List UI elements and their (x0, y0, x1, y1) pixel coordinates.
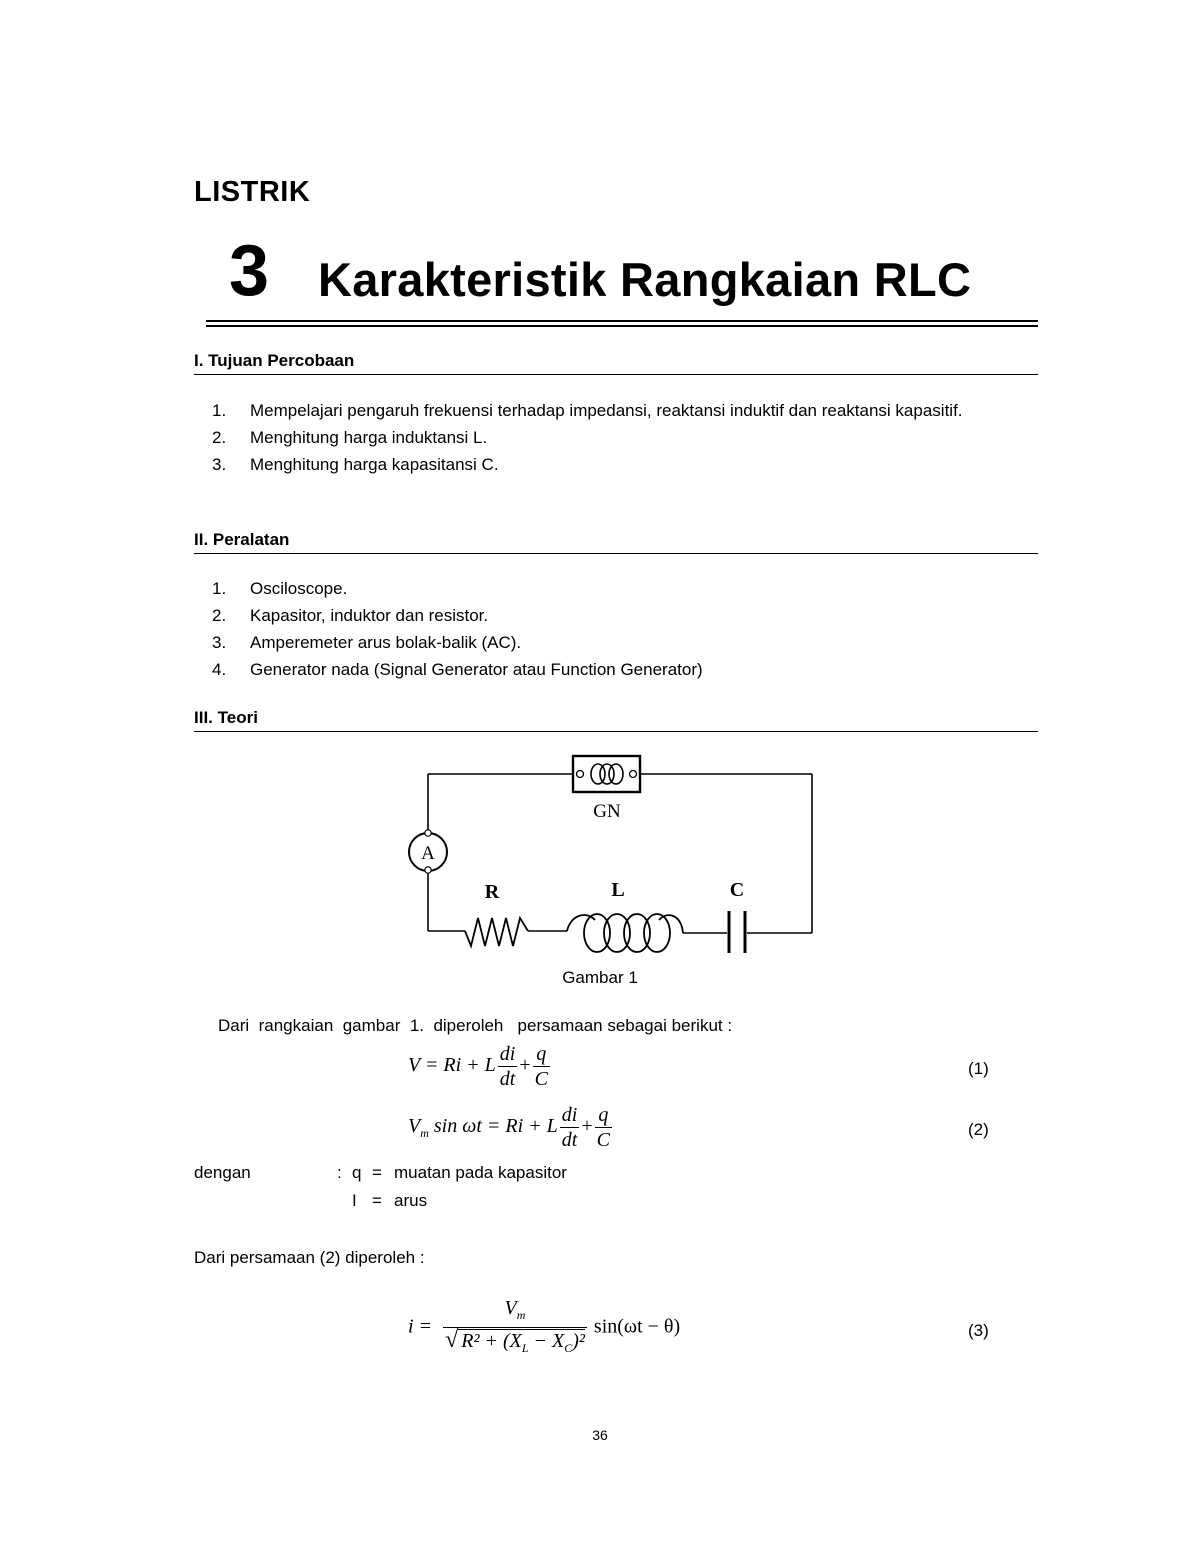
eq1-frac2-den: C (534, 1068, 548, 1090)
list-item (212, 575, 1034, 602)
eq3-den-sub-l: L (521, 1341, 529, 1355)
list-item-number: 3. (212, 633, 227, 652)
eq3-fraction (443, 1296, 587, 1360)
resistor-icon (465, 918, 528, 946)
list-item (212, 424, 1034, 451)
list-item-text: Mempelajari pengaruh frekuensi terhadap impedansi, reaktansi induktif dan reaktansi kapasitif. (250, 401, 963, 420)
eq3-den-minus: − X (528, 1330, 565, 1352)
definition-equals: = (372, 1163, 382, 1182)
eq2-v-sub: m (420, 1126, 429, 1141)
eq2-mid: sin ωt = Ri + L (433, 1115, 558, 1138)
list-item-text: Amperemeter arus bolak-balik (AC). (250, 633, 522, 652)
list-item (212, 451, 1034, 478)
rlc-circuit-diagram (395, 748, 825, 960)
peralatan-list (212, 575, 1034, 683)
title-rule-top (206, 320, 1038, 322)
list-item-text: Generator nada (Signal Generator atau Function Generator) (250, 660, 703, 679)
definition-equals: = (372, 1191, 382, 1210)
eq1-fraction-q-c (533, 1042, 550, 1091)
eq2-frac2-num: q (598, 1104, 609, 1126)
sqrt-symbol-icon: √ (445, 1327, 459, 1353)
eq3-radicand (458, 1329, 585, 1355)
signal-generator-icon (573, 756, 640, 792)
list-item-number: 2. (212, 428, 227, 447)
list-item-text: Menghitung harga kapasitansi C. (250, 455, 499, 474)
from-eq2-paragraph: Dari persamaan (2) diperoleh : (194, 1248, 425, 1267)
eq1-fraction-di-dt (498, 1042, 518, 1091)
section-heading-teori: III. Teori (194, 708, 258, 727)
definition-meaning: arus (394, 1191, 428, 1210)
list-item-text: Menghitung harga induktansi L. (250, 428, 488, 447)
resistor-label: R (484, 881, 500, 903)
eq1-lhs: V = Ri + L (408, 1054, 496, 1077)
chapter-title: Karakteristik Rangkaian RLC (318, 253, 972, 306)
eq3-denominator (443, 1327, 587, 1360)
eq2-v: V (408, 1115, 421, 1138)
eq1-frac2-num: q (536, 1043, 547, 1065)
equation-2-number: (2) (968, 1120, 989, 1139)
definition-symbol: I (352, 1191, 357, 1210)
section-rule-tujuan (194, 374, 1038, 375)
intro-paragraph: Dari rangkaian gambar 1. diperoleh persamaan sebagai berikut : (218, 1016, 733, 1035)
list-item-number: 2. (212, 606, 227, 625)
eq3-den-close: )² (572, 1330, 585, 1352)
eq3-lhs: i = (408, 1315, 433, 1338)
eq3-rhs: sin(ωt − θ) (593, 1315, 681, 1338)
list-item-number: 3. (212, 455, 227, 474)
section-heading-tujuan: I. Tujuan Percobaan (194, 351, 355, 370)
eq1-plus: + (519, 1054, 531, 1077)
eq3-num-v: V (504, 1297, 517, 1319)
equation-3 (408, 1296, 680, 1360)
list-item-number: 1. (212, 401, 227, 420)
equation-1-number: (1) (968, 1059, 989, 1078)
eq1-frac1-den: dt (499, 1068, 516, 1090)
list-item-number: 4. (212, 660, 227, 679)
capacitor-label: C (729, 879, 745, 901)
section-rule-peralatan (194, 553, 1038, 554)
eq2-fraction-q-c (595, 1103, 612, 1152)
inductor-label: L (611, 879, 625, 901)
chapter-number: 3 (229, 231, 270, 311)
equation-2 (408, 1103, 614, 1152)
list-item (212, 397, 1034, 424)
eq1-frac1-num: di (499, 1043, 516, 1065)
title-rule-bottom (206, 325, 1038, 327)
eq2-frac2-den: C (596, 1129, 610, 1151)
inductor-icon (567, 914, 683, 952)
eq3-den-text: R² + (X (461, 1330, 522, 1352)
list-item-text: Osciloscope. (250, 579, 348, 598)
eq3-den-sub-c: C (564, 1341, 573, 1355)
equation-3-number: (3) (968, 1321, 989, 1340)
eq2-frac1-den: dt (561, 1129, 578, 1151)
section-heading-peralatan: II. Peralatan (194, 530, 290, 549)
eq3-numerator (443, 1296, 587, 1327)
figure-caption: Gambar 1 (562, 968, 638, 987)
tujuan-list (212, 397, 1034, 478)
eq2-plus: + (581, 1115, 593, 1138)
subject-heading: LISTRIK (194, 176, 311, 208)
capacitor-icon (729, 911, 745, 953)
list-item (212, 656, 1034, 683)
eq3-num-sub: m (516, 1308, 526, 1322)
generator-label: GN (593, 801, 621, 822)
list-item-text: Kapasitor, induktor dan resistor. (250, 606, 489, 625)
eq2-fraction-di-dt (560, 1103, 580, 1152)
eq2-frac1-num: di (561, 1104, 578, 1126)
definition-symbol: q (352, 1163, 362, 1182)
section-rule-teori (194, 731, 1038, 732)
definitions-label: dengan (194, 1163, 251, 1182)
equation-1 (408, 1042, 552, 1091)
list-item (212, 602, 1034, 629)
list-item-number: 1. (212, 579, 227, 598)
definition-meaning: muatan pada kapasitor (394, 1163, 567, 1182)
list-item (212, 629, 1034, 656)
definition-colon: : (337, 1163, 342, 1182)
ammeter-label: A (421, 843, 435, 864)
page-number: 36 (592, 1427, 608, 1443)
